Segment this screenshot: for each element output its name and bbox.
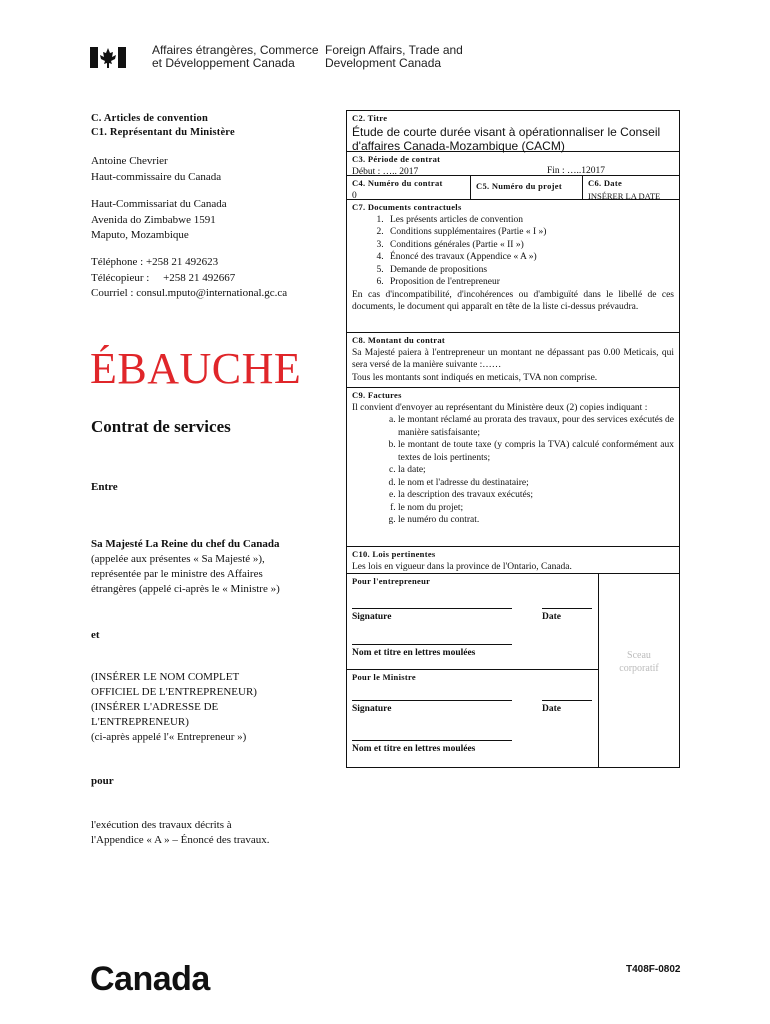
c7-item: 6. Proposition de l'entrepreneur xyxy=(386,276,674,289)
section-c4-c6-row xyxy=(346,175,680,200)
section-c9-invoices xyxy=(346,387,680,547)
section-c5-project-number xyxy=(470,175,583,200)
address-line: Haut-Commissariat du Canada xyxy=(91,198,227,210)
rep-name: Antoine Chevrier xyxy=(91,155,168,167)
rep-title: Haut-commissaire du Canada xyxy=(91,170,222,183)
contractor-signature-block xyxy=(346,573,599,670)
articles-heading xyxy=(91,112,235,140)
contractor-signature-label: Signature xyxy=(352,612,392,622)
party2-line: (ci-après appelé l'« Entrepreneur ») xyxy=(91,731,247,743)
purpose-line: l'exécution des travaux décrits à xyxy=(91,819,232,831)
c9-item: e. la description des travaux exécutés; xyxy=(398,489,674,502)
c9-item: f. le nom du projet; xyxy=(398,502,674,515)
c7-item: 4. Énoncé des travaux (Appendice « A ») xyxy=(386,251,674,264)
minister-signature-label: Signature xyxy=(352,704,392,714)
c10-text: Les lois en vigueur dans la province de l'Ontario, Canada. xyxy=(352,561,572,572)
c2-heading: C2. Titre xyxy=(352,113,388,123)
dept-fr-line2: et Développement Canada xyxy=(152,56,295,70)
dept-en-line1: Foreign Affairs, Trade and xyxy=(325,43,463,57)
c9-item: d. le nom et l'adresse du destinataire; xyxy=(398,477,674,490)
minister-date-line[interactable] xyxy=(542,700,592,701)
c3-start[interactable]: Début : ….. 2017 xyxy=(352,166,419,177)
party1-line: représentée par le ministre des Affaires xyxy=(91,568,263,580)
c8-heading: C8. Montant du contrat xyxy=(352,335,446,345)
c7-precedence-note: En cas d'incompatibilité, d'incohérences ou d'ambiguïté dans le libellé de ces documents, le document qui apparaît en tête de la liste ci-dessus prévaudra. xyxy=(352,289,674,312)
address-line: Avenida do Zimbabwe 1591 xyxy=(91,213,216,226)
c7-item: 1. Les présents articles de convention xyxy=(386,214,674,227)
c3-end[interactable]: Fin : …..12017 xyxy=(547,166,606,176)
telephone: Téléphone : +258 21 492623 xyxy=(91,256,219,268)
c7-document-list xyxy=(352,214,674,289)
c9-intro: Il convient d'envoyer au représentant du Ministère deux (2) copies indiquant : xyxy=(352,402,648,413)
party-contractor xyxy=(91,670,257,745)
purpose-line: l'Appendice « A » – Énoncé des travaux. xyxy=(91,834,270,846)
c9-item: c. la date; xyxy=(398,464,674,477)
minister-heading: Pour le Ministre xyxy=(352,672,416,682)
contract-title: Contrat de services xyxy=(91,417,231,436)
c6-heading: C6. Date xyxy=(588,178,623,188)
party1-line: (appelée aux présentes « Sa Majesté »), xyxy=(91,553,265,565)
signature-area xyxy=(346,573,680,768)
c4-value[interactable]: 0 xyxy=(352,190,357,201)
seal-line: Sceau xyxy=(627,650,651,661)
c10-heading: C10. Lois pertinentes xyxy=(352,549,436,559)
c9-item: b. le montant de toute taxe (y compris la TVA) calculé conformément aux textes de lois pertinents; xyxy=(398,439,674,464)
department-name-french xyxy=(152,44,319,70)
signature-column xyxy=(346,573,599,768)
c9-heading: C9. Factures xyxy=(352,390,402,400)
canada-wordmark: Canada xyxy=(90,960,210,998)
c7-item: 2. Conditions supplémentaires (Partie « I ») xyxy=(386,226,674,239)
for-label: pour xyxy=(91,775,114,787)
purpose-block xyxy=(91,818,270,848)
contractor-date-label: Date xyxy=(542,612,561,622)
c9-invoice-list xyxy=(352,414,674,527)
representative-block xyxy=(91,154,221,185)
minister-name-label: Nom et titre en lettres moulées xyxy=(352,744,476,754)
party2-line: OFFICIEL DE L'ENTREPRENEUR) xyxy=(91,686,257,698)
party2-line: L'ENTREPRENEUR) xyxy=(91,716,189,728)
c8-note: Tous les montants sont indiqués en meticais, TVA non comprise. xyxy=(352,372,598,383)
c2-title-value[interactable]: Étude de courte durée visant à opérationnaliser le Conseil d'affaires Canada-Mozambique (CACM) xyxy=(352,124,661,153)
contractor-signature-line[interactable] xyxy=(352,608,512,609)
contractor-date-line[interactable] xyxy=(542,608,592,609)
c8-text[interactable]: Sa Majesté paiera à l'entrepreneur un montant ne dépassant pas 0.00 Meticais, qui sera versé de la manière suivante :…… xyxy=(352,347,674,370)
section-c10-laws xyxy=(346,546,680,574)
and-label: et xyxy=(91,629,100,641)
section-c4-contract-number xyxy=(346,175,471,200)
c3-heading: C3. Période de contrat xyxy=(352,154,441,164)
c9-item: g. le numéro du contrat. xyxy=(398,514,674,527)
corporate-seal-block xyxy=(598,573,680,768)
minister-signature-line[interactable] xyxy=(352,700,512,701)
party2-line: (INSÉRER LE NOM COMPLET xyxy=(91,671,240,683)
minister-date-label: Date xyxy=(542,704,561,714)
c5-heading: C5. Numéro du projet xyxy=(476,181,562,191)
minister-name-line[interactable] xyxy=(352,740,512,741)
contact-block xyxy=(91,255,287,302)
contractor-name-line[interactable] xyxy=(352,644,512,645)
draft-stamp: ÉBAUCHE xyxy=(90,344,302,393)
section-c8-amount xyxy=(346,332,680,388)
email: Courriel : consul.mputo@international.gc.ca xyxy=(91,287,288,299)
section-c6-date xyxy=(582,175,680,200)
fax: Télécopieur : +258 21 492667 xyxy=(91,271,236,284)
between-label: Entre xyxy=(91,481,118,493)
address-block xyxy=(91,197,227,244)
corporate-seal-placeholder xyxy=(599,649,679,675)
c7-heading: C7. Documents contractuels xyxy=(352,202,462,212)
section-c1-heading: C1. Représentant du Ministère xyxy=(91,127,235,138)
section-c3-period xyxy=(346,151,680,176)
c6-value[interactable]: INSÉRER LA DATE xyxy=(588,190,661,201)
party1-name: Sa Majesté La Reine du chef du Canada xyxy=(91,538,280,550)
section-c2-title xyxy=(346,110,680,152)
party1-line: étrangères (appelé ci-après le « Ministre ») xyxy=(91,583,280,595)
canada-flag-icon xyxy=(90,45,126,70)
seal-line: corporatif xyxy=(619,663,659,674)
department-name-english xyxy=(325,44,463,70)
contractor-heading: Pour l'entrepreneur xyxy=(352,576,431,586)
address-line: Maputo, Mozambique xyxy=(91,229,189,241)
dept-fr-line1: Affaires étrangères, Commerce xyxy=(152,43,319,57)
party-her-majesty xyxy=(91,537,280,597)
c9-item: a. le montant réclamé au prorata des travaux, pour des services exécutés de manière satisfaisante; xyxy=(398,414,674,439)
party2-line: (INSÉRER L'ADRESSE DE xyxy=(91,701,219,713)
section-c-heading: C. Articles de convention xyxy=(91,113,208,124)
contract-form xyxy=(346,110,680,770)
dept-en-line2: Development Canada xyxy=(325,56,442,70)
form-number: T408F-0802 xyxy=(626,964,681,975)
c4-heading: C4. Numéro du contrat xyxy=(352,178,443,188)
c7-item: 5. Demande de propositions xyxy=(386,264,674,277)
section-c7-documents xyxy=(346,199,680,333)
c7-item: 3. Conditions générales (Partie « II ») xyxy=(386,239,674,252)
minister-signature-block xyxy=(346,669,599,768)
contractor-name-label: Nom et titre en lettres moulées xyxy=(352,648,476,658)
